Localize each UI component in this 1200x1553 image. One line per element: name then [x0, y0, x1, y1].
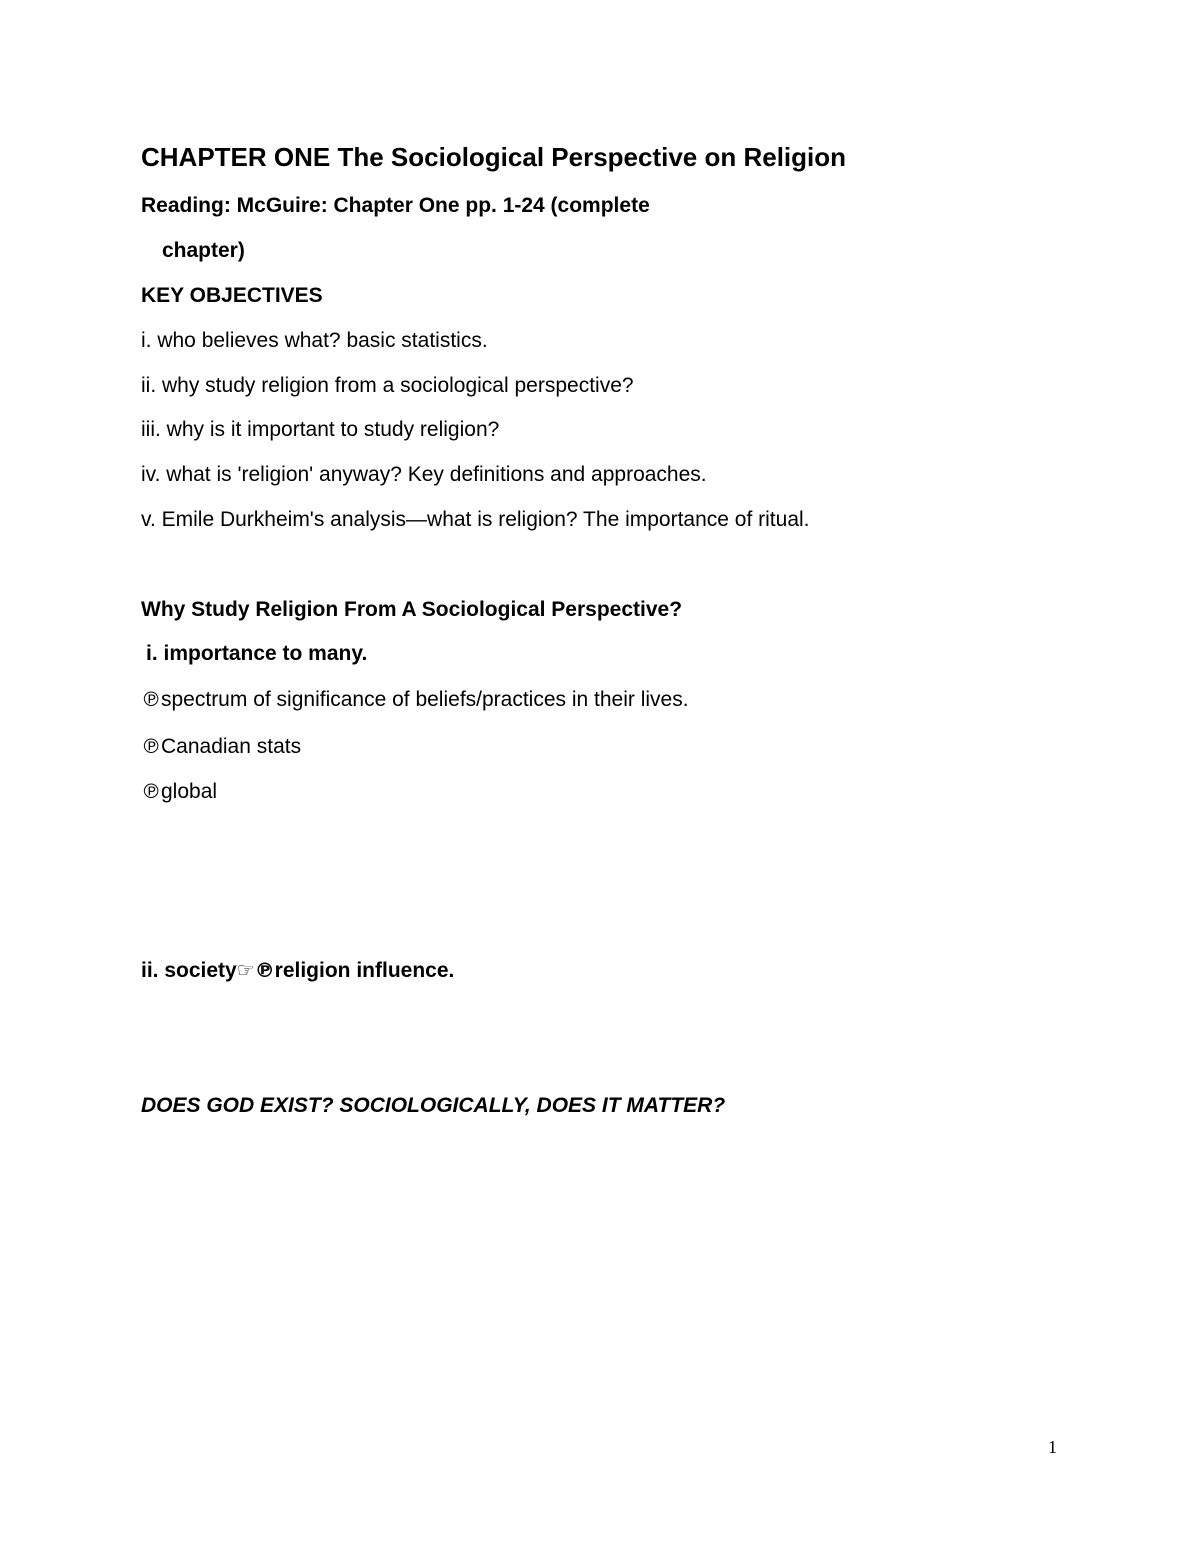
bullet-icon: ℗ — [141, 779, 161, 803]
objective-item-2: ii. why study religion from a sociological perspective? — [141, 374, 634, 397]
section-heading: Why Study Religion From A Sociological Perspective? — [141, 598, 683, 621]
bullet-icon: ℗ — [141, 687, 161, 711]
objective-item-5: v. Emile Durkheim's analysis—what is religion? The importance of ritual. — [141, 508, 810, 531]
objective-item-1: i. who believes what? basic statistics. — [141, 329, 488, 352]
bullet-icon: ℗ — [141, 734, 161, 758]
objectives-heading: KEY OBJECTIVES — [141, 284, 323, 307]
bullet-text: Canadian stats — [161, 735, 302, 758]
objective-item-4: iv. what is 'religion' anyway? Key definitions and approaches. — [141, 463, 707, 486]
point-two-suffix: religion influence. — [274, 959, 455, 982]
page-title: CHAPTER ONE The Sociological Perspective on Religion — [141, 142, 847, 172]
bullet-item-3 — [141, 778, 217, 805]
bullet-text: spectrum of significance of beliefs/practices in their lives. — [161, 688, 689, 711]
page-number: 1 — [1048, 1437, 1057, 1457]
reading-line-2: chapter) — [162, 239, 245, 262]
reading-line-1: Reading: McGuire: Chapter One pp. 1-24 (complete — [141, 194, 650, 217]
pointing-hand-icon: ☞ — [236, 958, 255, 982]
bullet-item-1 — [141, 686, 689, 713]
bullet-icon: ℗ — [254, 958, 275, 982]
closing-question: DOES GOD EXIST? SOCIOLOGICALLY, DOES IT MATTER? — [141, 1094, 726, 1117]
point-two-prefix: ii. society — [141, 959, 237, 982]
point-one-heading: i. importance to many. — [146, 642, 368, 665]
point-two-heading — [141, 957, 454, 984]
objective-item-3: iii. why is it important to study religion? — [141, 418, 500, 441]
bullet-text: global — [161, 780, 218, 803]
bullet-item-2 — [141, 733, 301, 760]
